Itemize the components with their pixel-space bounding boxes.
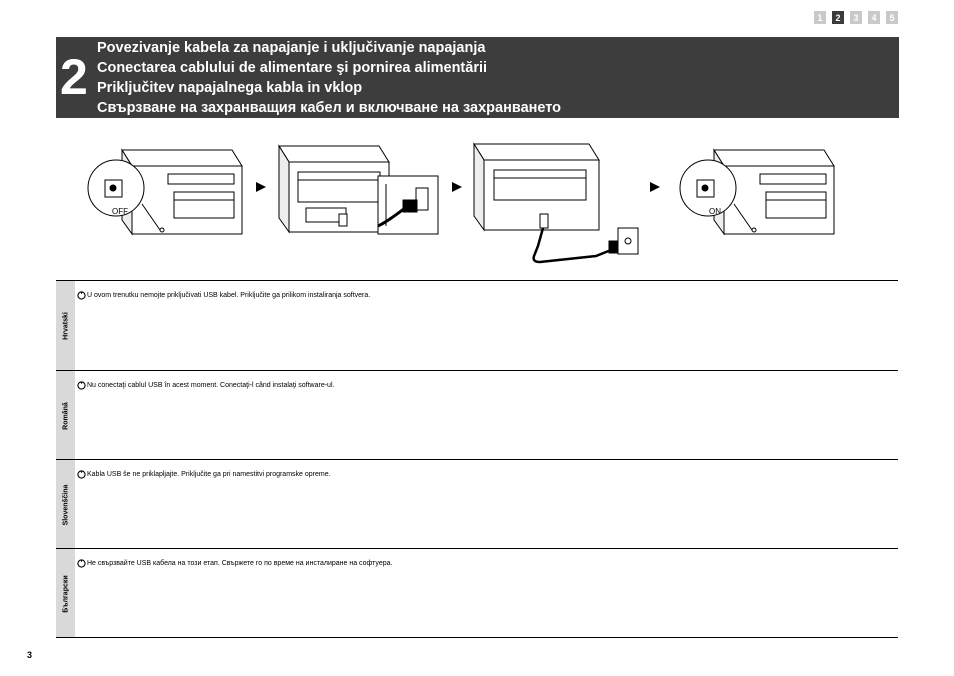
page-nav-5[interactable]: 5	[886, 11, 898, 24]
illustrations	[56, 128, 899, 268]
step-title-bg: Свързване на захранващия кабел и включване на захранването	[97, 100, 562, 116]
printer-rear-illustration	[279, 146, 389, 232]
note: Kabla USB še ne priklapljajte. Priključite ga pri namestitvi programske opreme.	[77, 470, 331, 479]
step-arrow-icon	[452, 182, 462, 192]
note-icon	[77, 291, 86, 300]
note: Не свързвайте USB кабела на този етап. Свържете го по време на инсталиране на софтуера.	[77, 559, 392, 568]
section-bulgarian	[56, 548, 898, 638]
language-tab: Slovenščina	[56, 460, 75, 549]
step-arrow-icon	[650, 182, 660, 192]
language-tab: Български	[56, 549, 75, 638]
page-nav-4[interactable]: 4	[868, 11, 880, 24]
page-nav-3[interactable]: 3	[850, 11, 862, 24]
section-romana	[56, 370, 898, 460]
note-icon	[77, 381, 86, 390]
page-navigation	[814, 11, 898, 24]
printer-outlet-illustration	[474, 144, 599, 230]
language-tab: Română	[56, 371, 75, 460]
note-icon	[77, 559, 86, 568]
note: U ovom trenutku nemojte priključivati USB kabel. Priključite ga prilikom instaliranja softvera.	[77, 291, 370, 300]
switch-off-label: OFF	[112, 207, 128, 216]
illustration-panel	[56, 128, 899, 268]
step-header	[56, 37, 899, 118]
page-nav-2[interactable]: 2	[832, 11, 844, 24]
page-nav-1[interactable]: 1	[814, 11, 826, 24]
step-titles	[97, 38, 561, 118]
section-hrvatski	[56, 280, 898, 370]
language-tab: Hrvatski	[56, 281, 75, 370]
step-title-ro: Conectarea cablului de alimentare şi pornirea alimentării	[97, 60, 488, 76]
step-arrow-icon	[256, 182, 266, 192]
note: Nu conectaţi cablul USB în acest moment. Conectaţi-l când instalaţi software-ul.	[77, 381, 334, 390]
page-number: 3	[27, 650, 33, 660]
bottom-divider	[56, 637, 898, 638]
note-icon	[77, 470, 86, 479]
step-number: 2	[60, 49, 88, 105]
step-title-sl: Priključitev napajalnega kabla in vklop	[97, 80, 363, 96]
switch-on-label: ON	[709, 207, 721, 216]
step-title-hr: Povezivanje kabela za napajanje i uključivanje napajanja	[97, 40, 486, 56]
section-slovenscina	[56, 459, 898, 549]
